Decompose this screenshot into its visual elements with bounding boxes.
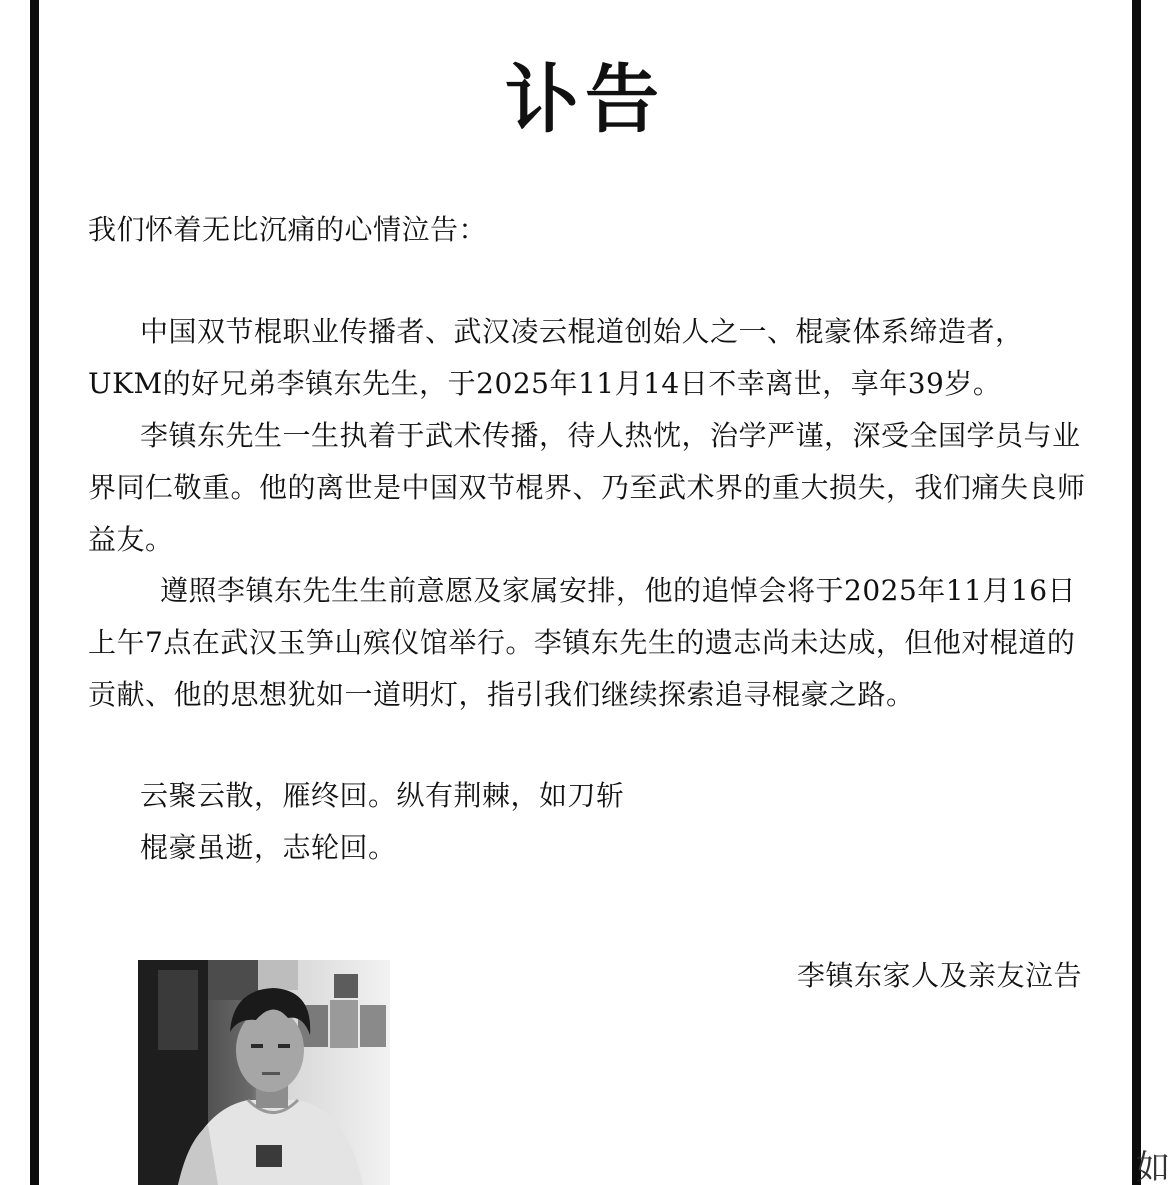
verse-line-1: 云聚云散，雁终回。纵有荆棘，如刀斩: [140, 779, 625, 812]
paragraph-memorial-service: 遵照李镇东先生生前意愿及家属安排，他的追悼会将于2025年11月16日上午7点在武汉玉笋山殡仪馆举行。李镇东先生的遗志尚未达成，但他对棍道的贡献、他的思想犹如一道明灯，指引我们继续探索追寻棍豪之路。: [88, 574, 1077, 711]
left-border-bar: [30, 0, 39, 1185]
obituary-title: 讣告: [505, 57, 665, 143]
paragraph-tribute: 李镇东先生一生执着于武术传播，待人热忱，治学严谨，深受全国学员与业界同仁敬重。他的离世是中国双节棍界、乃至武术界的重大损失，我们痛失良师益友。: [88, 419, 1086, 556]
portrait-photo: [138, 960, 390, 1185]
paragraph-biography: 中国双节棍职业传播者、武汉凌云棍道创始人之一、棍豪体系缔造者，UKM的好兄弟李镇东先生，于2025年11月14日不幸离世，享年39岁。: [88, 315, 1024, 400]
intro-line: 我们怀着无比沉痛的心情泣告：: [88, 213, 488, 246]
right-border-bar: [1132, 0, 1141, 1185]
signature-line: 李镇东家人及亲友泣告: [796, 959, 1082, 992]
verse-line-2: 棍豪虽逝，志轮回。: [140, 831, 397, 864]
edge-watermark-char: 如: [1136, 1148, 1170, 1185]
